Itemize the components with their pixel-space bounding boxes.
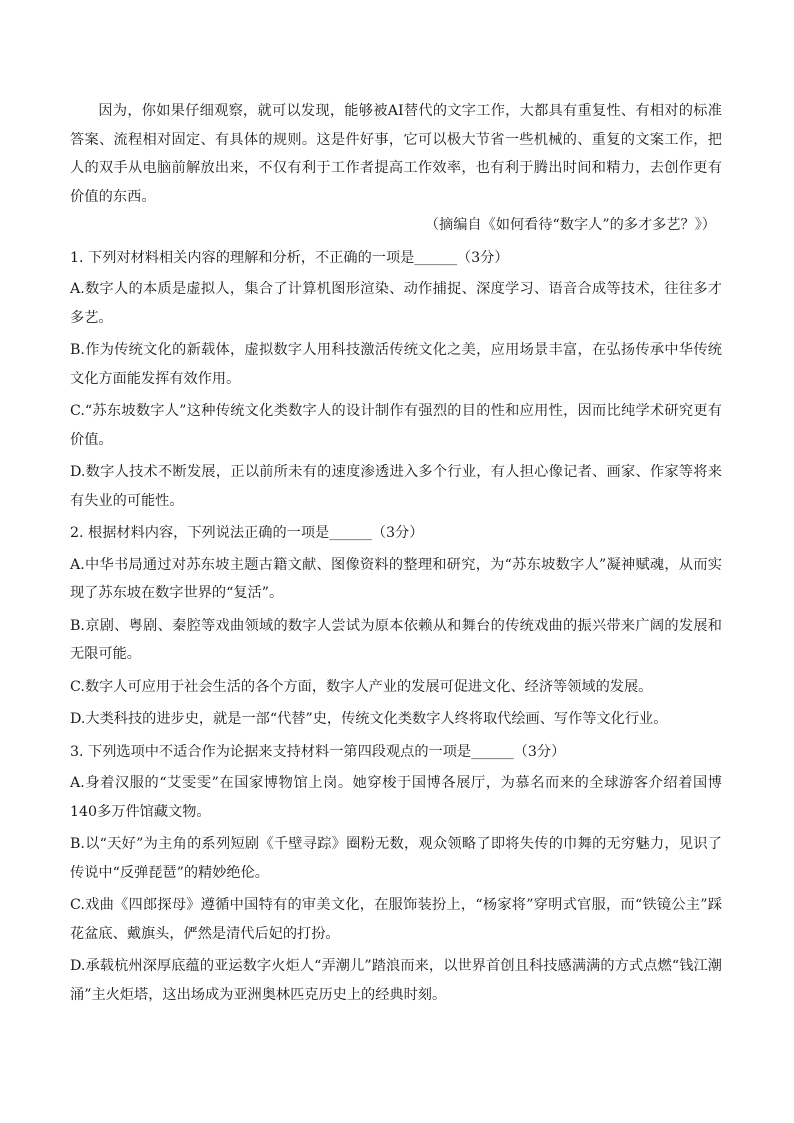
- question-stem: 1. 下列对材料相关内容的理解和分析，不正确的一项是______（3分）: [70, 249, 509, 266]
- option-a: A.身着汉服的“艾雯雯”在国家博物馆上岗。她穿梭于国博各展厅，为慕名而来的全球游客介绍着国博140多万件馆藏文物。: [70, 775, 722, 820]
- option-c: C.数字人可应用于社会生活的各个方面，数字人产业的发展可促进文化、经济等领域的发展。: [70, 678, 653, 695]
- question-3: [70, 738, 722, 1010]
- option-c: C.“苏东坡数字人”这种传统文化类数字人的设计制作有强烈的目的性和应用性，因而比纯学术研究更有价值。: [70, 403, 722, 448]
- document-body: [70, 97, 722, 1009]
- question-1: [70, 244, 722, 516]
- option-b: B.作为传统文化的新载体，虚拟数字人用科技激活传统文化之美，应用场景丰富，在弘扬传承中华传统文化方面能发挥有效作用。: [70, 342, 722, 387]
- question-2: [70, 519, 722, 734]
- passage-paragraph: 因为，你如果仔细观察，就可以发现，能够被AI替代的文字工作，大都具有重复性、有相对的标准答案、流程相对固定、有具体的规则。这是件好事，它可以极大节省一些机械的、重复的文案工作，把人的双手从电脑前解放出来，不仅有利于工作者提高工作效率，也有利于腾出时间和精力，去创作更有价值的东西。: [70, 103, 722, 205]
- passage-source: （摘编自《如何看待“数字人”的多才多艺？》）: [424, 217, 716, 233]
- option-d: D.数字人技术不断发展，正以前所未有的速度渗透进入多个行业，有人担心像记者、画家、作家等将来有失业的可能性。: [70, 464, 722, 509]
- option-b: B.京剧、粤剧、秦腔等戏曲领域的数字人尝试为原本依赖从和舞台的传统戏曲的振兴带来广阔的发展和无限可能。: [70, 617, 722, 662]
- question-stem: 3. 下列选项中不适合作为论据来支持材料一第四段观点的一项是______（3分）: [70, 743, 566, 760]
- option-c: C.戏曲《四郎探母》遵循中国特有的审美文化，在服饰装扮上，“杨家将”穿明式官服，而“铁镜公主”踩花盆底、戴旗头，俨然是清代后妃的打扮。: [70, 897, 722, 942]
- question-stem: 2. 根据材料内容，下列说法正确的一项是______（3分）: [70, 525, 424, 541]
- option-b: B.以“天好”为主角的系列短剧《千壁寻踪》圈粉无数，观众领略了即将失传的巾舞的无穷魅力，见识了传说中“反弹琵琶”的精妙绝伦。: [70, 836, 722, 881]
- option-a: A.数字人的本质是虚拟人，集合了计算机图形渲染、动作捕捉、深度学习、语音合成等技术，往往多才多艺。: [70, 281, 722, 326]
- option-d: D.大类科技的进步史，就是一部“代替”史，传统文化类数字人终将取代绘画、写作等文化行业。: [70, 711, 668, 727]
- option-a: A.中华书局通过对苏东坡主题古籍文献、图像资料的整理和研究，为“苏东坡数字人”凝神赋魂，从而实现了苏东坡在数字世界的“复活”。: [70, 556, 722, 601]
- option-d: D.承载杭州深厚底蕴的亚运数字火炬人“弄潮儿”踏浪而来，以世界首创且科技感满满的方式点燃“钱江潮涌”主火炬塔，这出场成为亚洲奥林匹克历史上的经典时刻。: [70, 958, 722, 1003]
